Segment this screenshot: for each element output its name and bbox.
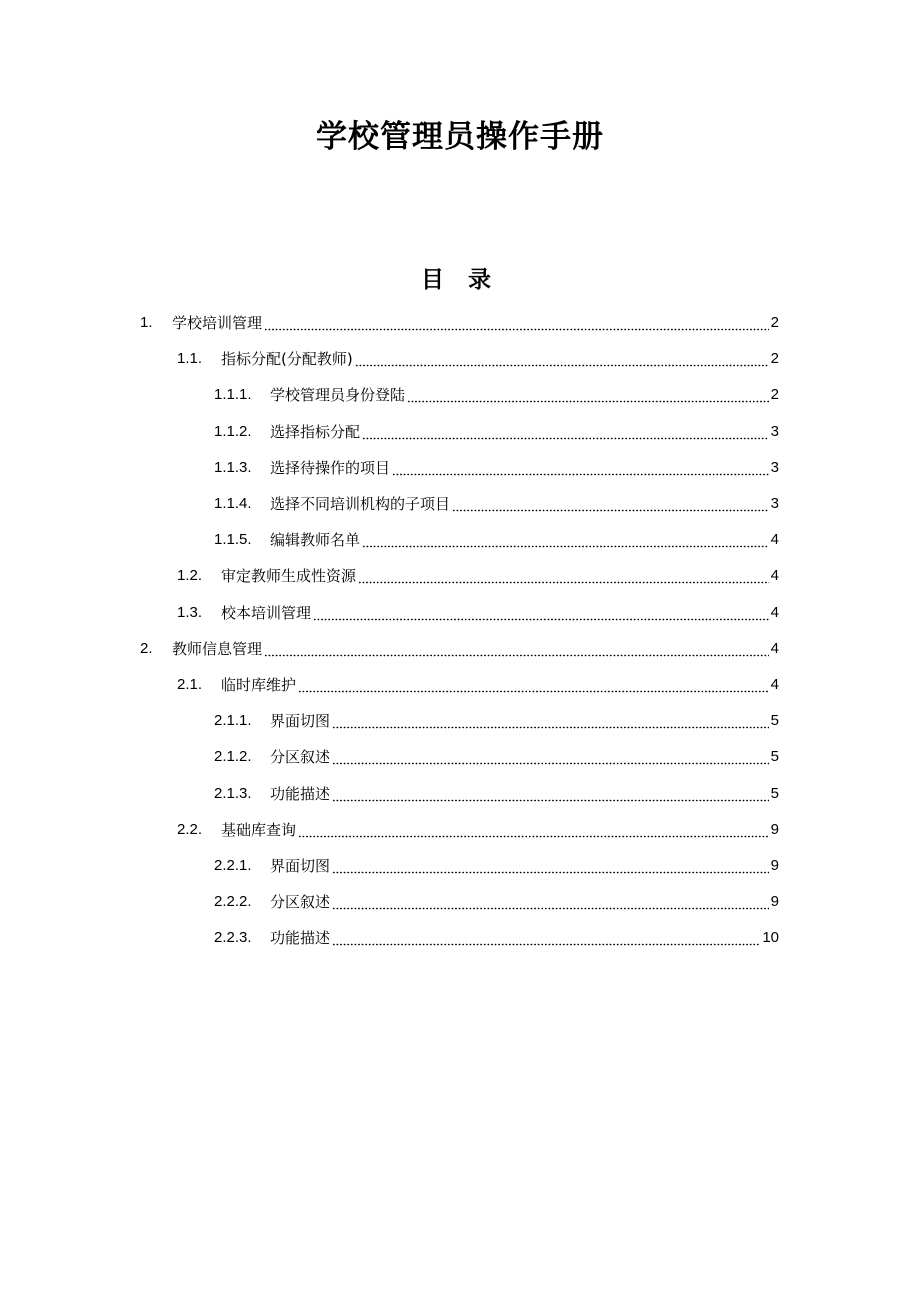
toc-dot-leader [298, 820, 769, 840]
toc-entry-number: 1.1. [177, 350, 203, 368]
toc-entry[interactable] [0, 667, 779, 703]
toc-entry-page: 2 [770, 386, 779, 404]
toc-entry-title: 选择指标分配 [270, 422, 361, 441]
toc-entry-number: 1.1.1. [214, 386, 252, 404]
toc-entry-number: 2.1.3. [214, 784, 252, 802]
toc-entry-number: 2.2. [177, 820, 203, 838]
toc-entry[interactable] [0, 739, 779, 775]
toc-dot-leader [355, 349, 769, 369]
toc-entry[interactable] [0, 884, 779, 920]
toc-entry-page: 3 [770, 495, 779, 513]
toc-entry[interactable] [0, 450, 779, 486]
toc-entry-title: 学校管理员身份登陆 [270, 386, 406, 405]
toc-dot-leader [264, 313, 769, 333]
toc-entry-page: 4 [770, 531, 779, 549]
toc-entry-number: 2.1. [177, 675, 203, 693]
toc-entry[interactable] [0, 305, 779, 341]
toc-dot-leader [313, 603, 769, 623]
toc-entry[interactable] [0, 703, 779, 739]
toc-heading: 目 录 [420, 267, 499, 293]
toc-entry-page: 9 [770, 893, 779, 911]
toc-entry-page: 10 [762, 929, 779, 947]
toc-entry-number: 2. [140, 639, 153, 657]
toc-entry-page: 3 [770, 422, 779, 440]
toc-dot-leader [407, 385, 769, 405]
toc-entry[interactable] [0, 920, 779, 956]
toc-dot-leader [332, 892, 769, 912]
toc-entry-title: 指标分配(分配教师) [221, 350, 353, 369]
toc-entry[interactable] [0, 595, 779, 631]
toc-entry[interactable] [0, 414, 779, 450]
toc-entry-page: 2 [770, 350, 779, 368]
toc-dot-leader [264, 639, 769, 659]
toc-entry-page: 4 [770, 639, 779, 657]
toc-entry-title: 界面切图 [270, 856, 331, 875]
toc-entry-number: 1. [140, 314, 153, 332]
table-of-contents [0, 305, 920, 956]
toc-entry-page: 5 [770, 784, 779, 802]
toc-entry[interactable] [0, 341, 779, 377]
toc-entry[interactable] [0, 558, 779, 594]
toc-entry-page: 9 [770, 856, 779, 874]
toc-entry-title: 校本培训管理 [221, 603, 312, 622]
toc-dot-leader [392, 458, 769, 478]
toc-entry-title: 编辑教师名单 [270, 531, 361, 550]
toc-entry-title: 界面切图 [270, 712, 331, 731]
toc-entry-page: 5 [770, 712, 779, 730]
toc-entry-number: 2.2.2. [214, 893, 252, 911]
toc-entry-number: 2.2.1. [214, 856, 252, 874]
toc-entry-number: 1.1.2. [214, 422, 252, 440]
toc-entry-number: 1.1.4. [214, 495, 252, 513]
toc-entry-page: 4 [770, 675, 779, 693]
toc-dot-leader [298, 675, 769, 695]
toc-entry-number: 1.3. [177, 603, 203, 621]
toc-entry-number: 1.1.5. [214, 531, 252, 549]
toc-entry[interactable] [0, 775, 779, 811]
toc-entry-title: 教师信息管理 [172, 639, 263, 658]
toc-entry[interactable] [0, 486, 779, 522]
toc-entry-number: 1.1.3. [214, 458, 252, 476]
toc-entry-number: 2.2.3. [214, 929, 252, 947]
toc-entry-page: 3 [770, 458, 779, 476]
toc-entry-title: 学校培训管理 [172, 314, 263, 333]
toc-entry-page: 9 [770, 820, 779, 838]
toc-entry-page: 5 [770, 748, 779, 766]
toc-entry[interactable] [0, 812, 779, 848]
toc-entry-title: 功能描述 [270, 929, 331, 948]
toc-entry-title: 临时库维护 [221, 675, 297, 694]
document-title: 学校管理员操作手册 [316, 119, 604, 155]
toc-dot-leader [332, 784, 769, 804]
toc-entry[interactable] [0, 631, 779, 667]
toc-entry-title: 选择不同培训机构的子项目 [270, 495, 451, 514]
toc-entry-title: 分区叙述 [270, 748, 331, 767]
toc-dot-leader [362, 422, 769, 442]
toc-dot-leader [362, 530, 769, 550]
toc-dot-leader [332, 928, 760, 948]
toc-entry-number: 1.2. [177, 567, 203, 585]
toc-entry-page: 2 [770, 314, 779, 332]
toc-entry-number: 2.1.1. [214, 712, 252, 730]
toc-entry-title: 分区叙述 [270, 893, 331, 912]
toc-dot-leader [452, 494, 769, 514]
toc-dot-leader [332, 856, 769, 876]
toc-entry-title: 功能描述 [270, 784, 331, 803]
toc-dot-leader [358, 566, 769, 586]
toc-entry-title: 选择待操作的项目 [270, 458, 391, 477]
toc-entry[interactable] [0, 848, 779, 884]
toc-entry[interactable] [0, 522, 779, 558]
toc-entry-page: 4 [770, 603, 779, 621]
toc-entry-number: 2.1.2. [214, 748, 252, 766]
toc-entry-title: 审定教师生成性资源 [221, 567, 357, 586]
toc-dot-leader [332, 747, 769, 767]
toc-entry[interactable] [0, 377, 779, 413]
toc-entry-title: 基础库查询 [221, 820, 297, 839]
toc-dot-leader [332, 711, 769, 731]
toc-entry-page: 4 [770, 567, 779, 585]
